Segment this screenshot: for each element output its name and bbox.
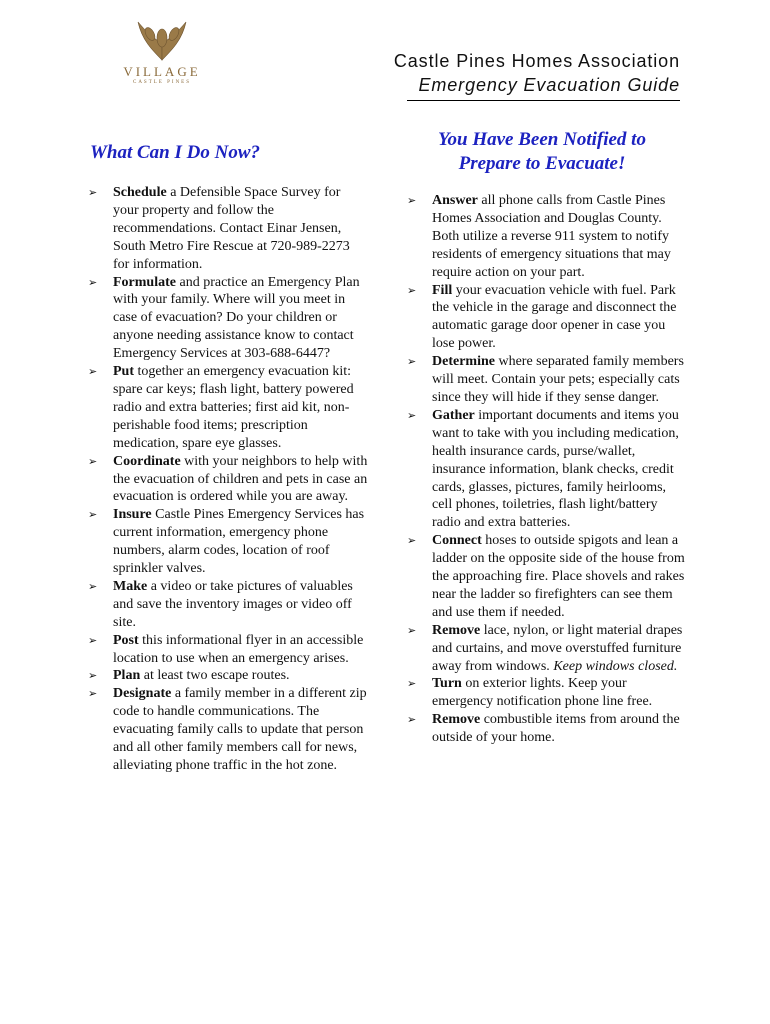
notified-to-evacuate-list	[407, 192, 689, 747]
list-item: ➢ Remove lace, nylon, or light material drapes and curtains, and move overstuffed furniture away from windows. Keep windows closed.	[407, 622, 683, 674]
right-heading-line2: Prepare to Evacuate!	[458, 153, 626, 174]
list-item: ➢ Fill your evacuation vehicle with fuel. Park the vehicle in the garage and disconnect the automatic garage door opener in case you lose power.	[407, 282, 677, 352]
arrow-bullet-icon: ➢	[407, 623, 417, 637]
organization-name: Castle Pines Homes Association	[393, 51, 680, 71]
left-column-heading: What Can I Do Now?	[90, 142, 260, 163]
arrow-bullet-icon: ➢	[88, 186, 98, 199]
list-item: ➢ Coordinate with your neighbors to help with the evacuation of children and pets in case an evacuation is ordered while you are away.	[88, 453, 368, 505]
list-item: ➢ Make a video or take pictures of valuables and save the inventory images or video off site.	[88, 578, 353, 630]
list-item: ➢ Put together an emergency evacuation kit: spare car keys; flash light, battery powered radio and extra batteries; first aid kit, non-perishable food items; prescription medication, spare eye glasses.	[88, 364, 354, 451]
header-rule	[407, 100, 680, 101]
right-column-heading	[412, 128, 672, 176]
list-item: ➢ Gather important documents and items you want to take with you including medication, health insurance cards, purse/wallet, insurance information, blank checks, credit cards, glasses, pictures, family heirlooms, cell phones, toiletries, flash light/battery radio and extra batteries.	[407, 407, 679, 531]
document-title: Emergency Evacuation Guide	[418, 75, 680, 95]
list-item: ➢ Connect hoses to outside spigots and lean a ladder on the opposite side of the house from the approaching fire. Place shovels and rakes near the ladder so firefighters can see them and use them if needed.	[407, 533, 685, 620]
document-header	[394, 49, 680, 101]
arrow-bullet-icon: ➢	[407, 194, 417, 207]
before-evacuation-list	[88, 184, 368, 775]
village-logo	[116, 14, 208, 90]
arrow-bullet-icon: ➢	[407, 677, 417, 691]
arrow-bullet-icon: ➢	[88, 275, 98, 289]
list-item: ➢ Determine where separated family members will meet. Contain your pets; especially cats since they will hide if they sense danger.	[407, 354, 684, 405]
arrow-bullet-icon: ➢	[88, 687, 98, 701]
arrow-bullet-icon: ➢	[88, 633, 98, 647]
arrow-bullet-icon: ➢	[407, 534, 417, 548]
list-item: ➢ Designate a family member in a different zip code to handle communications. The evacuating family calls to update that person and all other family members call for news, alleviating phone traffic in the hot zone.	[88, 686, 367, 773]
list-item: ➢ Formulate and practice an Emergency Plan with your family. Where will you meet in case of evacuation? Do your children or anyone needing assistance know to contact Emergency Services at 303-688-6447?	[88, 274, 360, 362]
list-item: ➢ Turn on exterior lights. Keep your emergency notification phone line free.	[407, 676, 653, 710]
list-item: ➢ Post this informational flyer in an accessible location to use when an emergency arises.	[88, 632, 364, 666]
arrow-bullet-icon: ➢	[88, 508, 98, 522]
right-heading-line1: You Have Been Notified to	[438, 129, 646, 150]
arrow-bullet-icon: ➢	[88, 365, 98, 379]
arrow-bullet-icon: ➢	[88, 669, 98, 683]
list-item: ➢ Remove combustible items from around the outside of your home.	[407, 712, 680, 746]
arrow-bullet-icon: ➢	[407, 283, 417, 297]
list-item: ➢ Answer all phone calls from Castle Pines Homes Association and Douglas County. Both utilize a reverse 911 system to notify residents of emergency situations that may require action on your part.	[407, 193, 671, 280]
logo-wordmark: VILLAGE	[123, 64, 201, 79]
arrow-bullet-icon: ➢	[407, 713, 417, 727]
arrow-bullet-icon: ➢	[88, 454, 98, 468]
list-item: ➢ Insure Castle Pines Emergency Services has current information, emergency phone numbers, alarm codes, location of roof sprinkler valves.	[88, 507, 365, 577]
logo-subtitle: CASTLE PINES	[132, 80, 192, 85]
list-item: ➢ Schedule a Defensible Space Survey for your property and follow the recommendations. Contact Einar Jensen, South Metro Fire Rescue at 720-989-2273 for information.	[88, 185, 350, 272]
arrow-bullet-icon: ➢	[88, 579, 98, 593]
pine-cone-emblem-icon	[132, 14, 192, 62]
list-item: ➢ Plan at least two escape routes.	[88, 668, 290, 684]
arrow-bullet-icon: ➢	[407, 355, 417, 369]
arrow-bullet-icon: ➢	[407, 408, 417, 422]
